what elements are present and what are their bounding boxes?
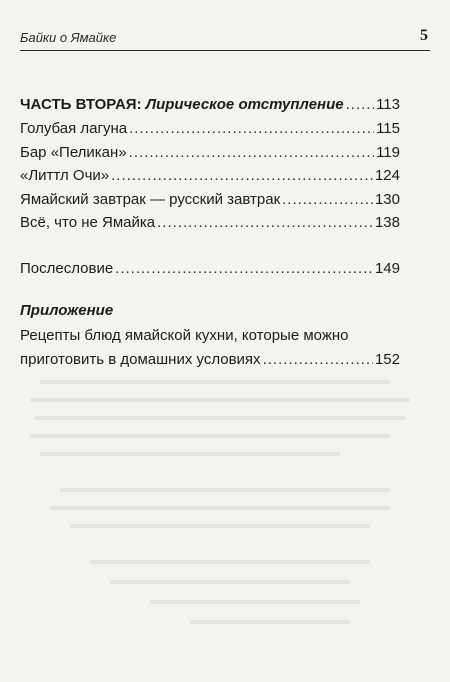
toc-page-number: 138 — [374, 214, 400, 231]
toc-entry-title: приготовить в домашних условиях — [20, 351, 261, 368]
toc-entry — [20, 191, 400, 209]
leader-dots — [157, 214, 373, 232]
toc-entry-title: Всё, что не Ямайка — [20, 214, 156, 231]
toc-page-number: 115 — [376, 120, 400, 137]
toc-entry-title: Ямайский завтрак — русский завтрак — [20, 191, 281, 208]
toc-afterword — [20, 260, 400, 278]
toc-entry — [20, 120, 400, 138]
toc-page-number: 124 — [374, 167, 400, 184]
toc-entry-title: «Литтл Очи» — [20, 167, 110, 184]
running-head: Байки о Ямайке — [20, 30, 117, 45]
toc-page-number: 113 — [376, 96, 400, 113]
toc-entry — [20, 167, 400, 185]
leader-dots — [129, 144, 374, 162]
leader-dots — [263, 351, 373, 369]
toc-entry-title: Бар «Пеликан» — [20, 144, 127, 161]
toc-page-number: 119 — [376, 144, 400, 161]
toc-page-number: 152 — [374, 351, 400, 368]
leader-dots — [282, 191, 373, 209]
toc-entry-title: Голубая лагуна — [20, 120, 128, 137]
header-rule — [20, 50, 430, 51]
page-number: 5 — [420, 27, 428, 44]
toc-entry — [20, 144, 400, 162]
leader-dots — [346, 96, 374, 114]
toc-page-number: 130 — [374, 191, 400, 208]
appendix-heading: Приложение — [20, 302, 114, 319]
part-label: ЧАСТЬ ВТОРАЯ: — [20, 96, 142, 113]
toc-page-number: 149 — [374, 260, 400, 277]
appendix-line-1: Рецепты блюд ямайской кухни, которые можно — [20, 327, 349, 344]
leader-dots — [129, 120, 374, 138]
toc-entry-title: Послесловие — [20, 260, 114, 277]
part-title: Лирическое отступление — [145, 96, 344, 113]
toc-appendix-entry — [20, 351, 400, 369]
leader-dots — [111, 167, 373, 185]
toc-entry — [20, 214, 400, 232]
leader-dots — [115, 260, 373, 278]
toc-part-heading — [20, 96, 400, 114]
